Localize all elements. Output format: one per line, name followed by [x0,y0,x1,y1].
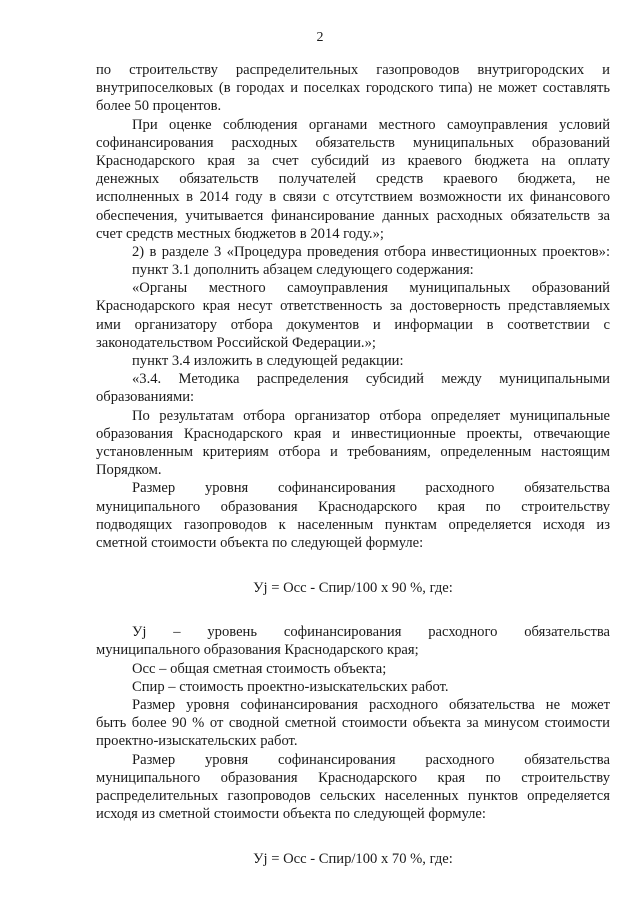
text-line: подводящих газопроводов к населенным пунктам определяется исходя из [96,516,610,533]
text-line: Краснодарского края за счет субсидий из краевого бюджета на оплату [96,152,610,169]
text-line: При оценке соблюдения органами местного самоуправления условий [132,116,610,133]
text-line: установленным критериям отбора и требованиям, определенным настоящим [96,443,610,460]
text-line: Уj – уровень софинансирования расходного обязательства [132,624,610,641]
text-line: пункт 3.1 дополнить абзацем следующего содержания: [132,262,474,279]
text-line: ими организатору отбора документов и информации в соответствии с [96,316,610,333]
text-line: муниципального образования Краснодарского края по строительству [96,498,610,515]
text-line: исполненных в 2014 году в связи с отсутствием возможности их финансового [96,189,610,206]
text-line: 2) в разделе 3 «Процедура проведения отбора инвестиционных проектов»: [132,243,610,260]
text-line: распределительных газопроводов сельских населенных пунктов определяется [96,787,610,804]
text-line: муниципального образования Краснодарского края по строительству [96,769,610,786]
text-line: софинансирования расходных обязательств муниципальных образований [96,134,610,151]
text-line: более 50 процентов. [96,98,222,115]
text-line: Размер уровня софинансирования расходного обязательства не может [132,697,610,713]
text-line: сметной стоимости объекта по следующей формуле: [96,534,424,551]
text-line: Размер уровня софинансирования расходного обязательства [132,480,610,497]
text-line: счет средств местных бюджетов в 2014 году.»; [96,225,384,242]
text-line: исходя из сметной стоимости объекта по следующей формуле: [96,806,486,823]
document-body [96,61,610,869]
formula-70: Уj = Осс - Спир/100 х 70 %, где: [253,851,453,868]
text-line: «3.4. Методика распределения субсидий между муниципальными [132,371,610,388]
text-line: По результатам отбора организатор отбора определяет муниципальные [132,407,610,424]
page-number: 2 [316,30,324,45]
text-line: Размер уровня софинансирования расходного обязательства [132,751,610,768]
text-line: законодательством Российской Федерации.»; [96,334,376,351]
formula-90: Уj = Осс - Спир/100 х 90 %, где: [253,580,453,597]
text-line: муниципального образования Краснодарского края; [96,642,419,659]
text-line: проектно-изыскательских работ. [96,733,298,750]
text-line: Краснодарского края несут ответственность за достоверность представляемых [96,298,610,315]
text-line: по строительству распределительных газопроводов внутригородских и [96,62,610,78]
text-line: образованиями: [96,389,195,406]
text-line: образования Краснодарского края и инвестиционные проекты, отвечающие [96,425,610,442]
text-line: обеспечения, учитывается финансирование данных расходных обязательств за [96,207,610,224]
text-line: «Органы местного самоуправления муниципальных образований [132,280,610,297]
text-line: Осс – общая сметная стоимость объекта; [132,660,387,677]
text-line: внутрипоселковых (в городах и поселках городского типа) не может составлять [96,80,610,97]
text-line: Спир – стоимость проектно-изыскательских работ. [132,678,449,695]
text-line: быть более 90 % от сводной сметной стоимости объекта за минусом стоимости [96,715,610,732]
text-line: пункт 3.4 изложить в следующей редакции: [132,353,404,369]
text-line: Порядком. [96,462,162,479]
text-line: денежных обязательств получателей средств краевого бюджета, не [96,171,610,188]
